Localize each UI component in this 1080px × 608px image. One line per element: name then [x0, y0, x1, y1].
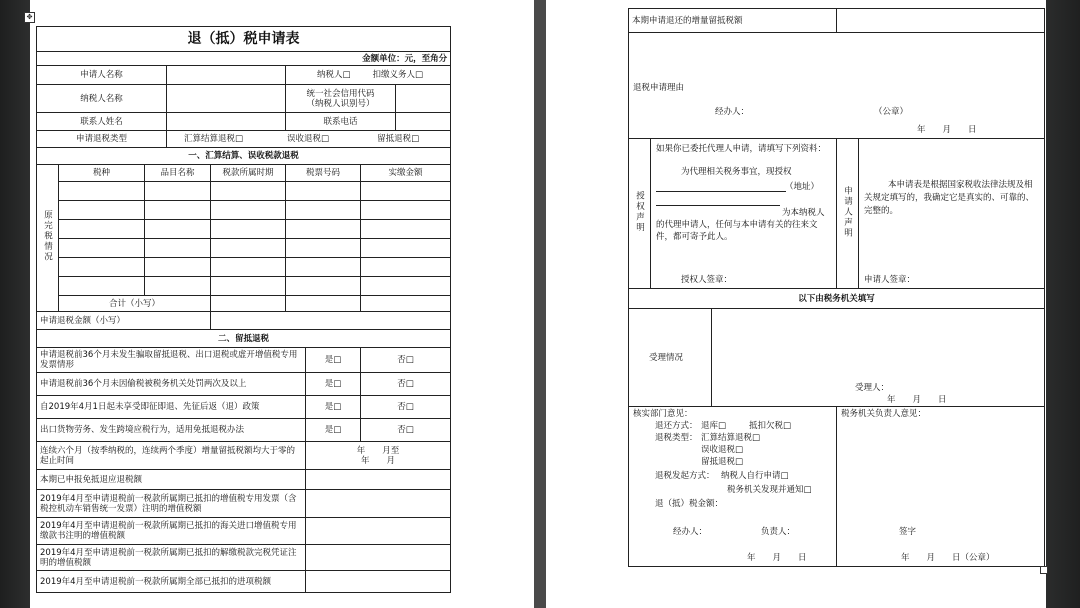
table-row [37, 258, 451, 277]
row-8-label: 2019年4月至申请退税前一税款所属期已抵扣的海关进口增值税专用缴款书注明的增值税额 [37, 518, 306, 545]
head-opinion-date: 年 月 日（公章） [901, 553, 995, 563]
auth-vertical-label: 授权声明 [629, 139, 651, 289]
q2-text: 申请退税前36个月未因偷税被税务机关处罚两次及以上 [37, 373, 306, 396]
col-tax-type: 税种 [59, 165, 145, 182]
kind-retained-checkbox[interactable]: 留抵退税□ [701, 457, 744, 467]
acceptance-divider [711, 309, 712, 407]
row-7-field[interactable] [306, 490, 451, 518]
way-offset-checkbox[interactable]: 抵扣欠税□ [749, 421, 792, 431]
background-left [0, 0, 30, 608]
credit-code-field[interactable] [396, 85, 451, 113]
form-table-page1 [36, 26, 451, 593]
trigger-authority-checkbox[interactable]: 税务机关发现并通知□ [727, 485, 812, 495]
table-row [37, 182, 451, 201]
contact-phone-field[interactable] [396, 113, 451, 131]
contact-phone-label: 联系电话 [286, 113, 396, 131]
table-resize-handle-icon[interactable] [1040, 566, 1048, 574]
row-6-field[interactable] [306, 470, 451, 490]
contact-name-field[interactable] [167, 113, 286, 131]
increment-label: 本期申请退还的增量留抵税额 [629, 9, 837, 33]
taxpayer-name-label: 纳税人名称 [37, 85, 167, 113]
agent-label: 经办人： [715, 107, 750, 117]
q3-text: 自2019年4月1日起未享受即征即退、先征后返（退）政策 [37, 396, 306, 419]
auth-statement-cell: 如果你已委托代理人申请，请填写下列资料： 为代理相关税务事宜，现授权 （地址） 为本纳税人的代理申请人，任何与本申请有关的往来文件，都可寄予此人。 授权人签章： [651, 139, 837, 289]
kind-settlement-checkbox[interactable]: 汇算结算退税□ [701, 433, 761, 443]
refund-type-options[interactable]: 汇算结算退税□ 误收退税□ 留抵退税□ [167, 131, 451, 148]
table-move-handle-icon[interactable]: ✥ [24, 12, 35, 23]
acceptance-label: 受理情况 [649, 353, 684, 363]
page-2 [546, 0, 1046, 608]
col-ticket-no: 税票号码 [286, 165, 361, 182]
row-7-label: 2019年4月至申请退税前一税款所属期已抵扣的增值税专用发票（含税控机动车销售统一发票）注明的增值税额 [37, 490, 306, 518]
acceptance-date: 年 月 日 [887, 395, 947, 405]
subtotal-label: 合计（小写） [59, 296, 211, 312]
q4-text: 出口货物劳务、发生跨境应税行为，适用免抵退税办法 [37, 419, 306, 442]
row-8-field[interactable] [306, 518, 451, 545]
declaration-cell: 本申请表是根据国家税收法律法规及相关规定填写的，我确定它是真实的、可靠的、完整的。 申请人签章： [859, 139, 1045, 289]
verification-cell[interactable]: 核实部门意见： 退还方式： 退库□ 抵扣欠税□ 退税类型： 汇算结算退税□ 误收退税□ 留抵退税□ 退税发起方式： 纳税人自行申请□ 税务机关发现并通知□ 退（抵）税金额： 经办人： 负责人： 年 月 日 [629, 407, 837, 567]
verification-date: 年 月 日 [747, 553, 807, 563]
applicant-type-options[interactable]: 纳税人□ 扣缴义务人□ [286, 66, 451, 85]
page-gap [534, 0, 546, 608]
acceptor-label: 受理人： [855, 383, 890, 393]
refund-amount-label: 申请退税金额（小写） [37, 312, 211, 330]
col-paid-amount: 实缴金额 [361, 165, 451, 182]
row-10-label: 2019年4月至申请退税前一税款所属期全部已抵扣的进项税额 [37, 571, 306, 593]
declaration-vertical-label: 申请人声明 [837, 139, 859, 289]
head-opinion-cell[interactable]: 税务机关负责人意见： 签字 年 月 日（公章） [837, 407, 1045, 567]
applicant-name-field[interactable] [167, 66, 286, 85]
col-item-name: 品目名称 [145, 165, 211, 182]
increment-field[interactable] [837, 9, 1045, 33]
agent-address-line[interactable] [656, 205, 780, 206]
row-10-field[interactable] [306, 571, 451, 593]
row-9-field[interactable] [306, 545, 451, 571]
table-row [37, 239, 451, 258]
q1-text: 申请退税前36个月未发生骗取留抵退税、出口退税或虚开增值税专用发票情形 [37, 348, 306, 373]
credit-code-label: 统一社会信用代码 （纳税人识别号） [286, 85, 396, 113]
table-row [37, 201, 451, 220]
contact-name-label: 联系人姓名 [37, 113, 167, 131]
q3-no-checkbox[interactable]: 否□ [361, 396, 451, 419]
declaration-sign-label: 申请人签章： [864, 275, 916, 285]
refund-amount-field[interactable] [211, 312, 451, 330]
agent-name-line[interactable] [656, 191, 786, 192]
q2-yes-checkbox[interactable]: 是□ [306, 373, 361, 396]
form-title: 退（抵）税申请表 [37, 27, 451, 52]
refund-type-label: 申请退税类型 [37, 131, 167, 148]
auth-sign-label: 授权人签章： [681, 275, 733, 285]
q3-yes-checkbox[interactable]: 是□ [306, 396, 361, 419]
background-right [1046, 0, 1080, 608]
taxpayer-name-field[interactable] [167, 85, 286, 113]
acceptance-cell[interactable] [629, 309, 1045, 407]
applicant-name-label: 申请人名称 [37, 66, 167, 85]
q2-no-checkbox[interactable]: 否□ [361, 373, 451, 396]
form-table-page2 [628, 8, 1045, 567]
reason-date: 年 月 日 [917, 125, 977, 135]
unit-note: 金额单位：元，至角分 [37, 52, 451, 66]
page-1 [26, 0, 534, 608]
way-refund-checkbox[interactable]: 退库□ [701, 421, 727, 431]
q4-no-checkbox[interactable]: 否□ [361, 419, 451, 442]
kind-misc-checkbox[interactable]: 误收退税□ [701, 445, 744, 455]
q5-text: 连续六个月（按季纳税的，连续两个季度）增量留抵税额均大于零的起止时间 [37, 442, 306, 470]
q1-yes-checkbox[interactable]: 是□ [306, 348, 361, 373]
reason-label: 退税申请理由 [633, 83, 685, 93]
col-tax-period: 税款所属时期 [211, 165, 286, 182]
subtotal-field[interactable] [361, 296, 451, 312]
section-1-header: 一、汇算结算、误收税款退税 [37, 148, 451, 165]
row-6-label: 本期已申报免抵退应退税额 [37, 470, 306, 490]
tax-authority-section-header: 以下由税务机关填写 [629, 289, 1045, 309]
trigger-self-checkbox[interactable]: 纳税人自行申请□ [721, 471, 789, 481]
refund-reason-cell[interactable] [629, 33, 1045, 139]
row-9-label: 2019年4月至申请退税前一税款所属期已抵扣的解缴税款完税凭证注明的增值税额 [37, 545, 306, 571]
q1-no-checkbox[interactable]: 否□ [361, 348, 451, 373]
table-row [37, 220, 451, 239]
section-2-header: 二、留抵退税 [37, 330, 451, 348]
table-row [37, 277, 451, 296]
q4-yes-checkbox[interactable]: 是□ [306, 419, 361, 442]
original-tax-vertical-label: 原完税情况 [37, 165, 59, 312]
seal-label: （公章） [874, 107, 909, 117]
q5-period-field[interactable]: 年 月至 年 月 [306, 442, 451, 470]
